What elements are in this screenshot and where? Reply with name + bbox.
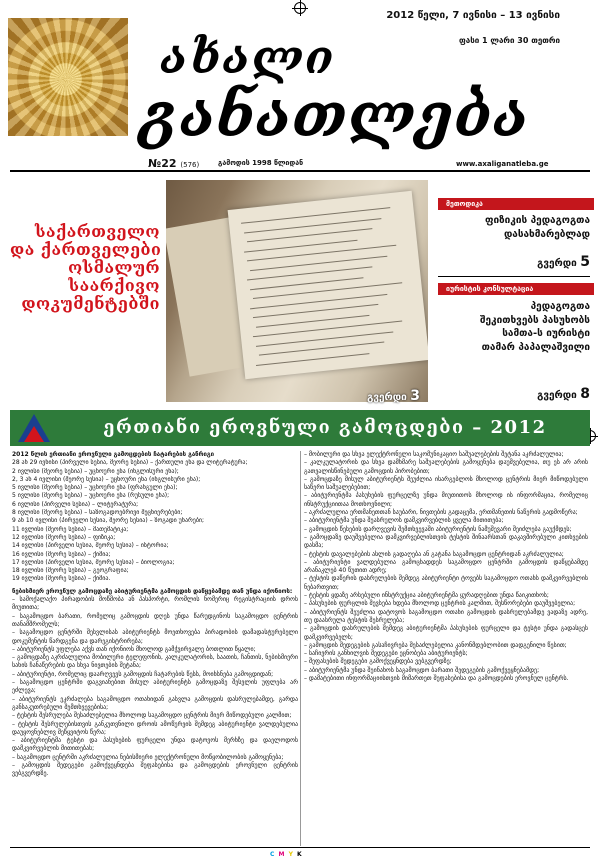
schedule-item: 6 ივლისი (პირველი სესია) – ლიტერატურა;: [12, 500, 139, 508]
schedule-item: 28 ან 29 ივნისი (პირველი სესია, მეორე სესია) – ქართული ენა და ლიტერატურა;: [12, 459, 248, 467]
rule-paragraph: – კალკულატორის და სხვა დამხმარე საშუალებების გამოყენება დაუშვებელია, თუ ეს არ არის გათვალისწინებული გამოცდის პირობებით;: [304, 459, 588, 475]
rule-paragraph: – აბიტურიენტს შეუძლია დატოვოს საგამოცდო ოთახი გამოცდის დასრულებამდე ვადაზე ადრე, თუ დაასრულა ტესტის შესრულება;: [304, 608, 588, 624]
schedule-item: 16 ივლისი (მეორე სესია) – ქიმია;: [12, 550, 111, 558]
rule-paragraph: – სამოქალაქო პირადობის მოწმობა ან პასპორტი, რომლის ნომერიც რეგისტრაციის დროს მიუთითა;: [12, 596, 298, 612]
sidebar-story-title-line: თამარ პაპალაშვილი: [481, 341, 590, 353]
rule-paragraph: – მობილური და სხვა ელექტრონული საკომუნიკაციო საშუალებების შეტანა აკრძალულია;: [304, 451, 564, 458]
sidebar-story-physics[interactable]: [438, 214, 590, 241]
schedule-item: 9 ან 10 ივლისი (პირველი სესია, მეორე სესია) – ზოგადი უნარები;: [12, 517, 205, 525]
sidebar-rubric-legal: იურისტის კონსულტაცია: [438, 283, 594, 295]
photo-archive-page: [228, 191, 428, 379]
sidebar-page-ref-5[interactable]: [438, 254, 590, 270]
rule-paragraph: – გამოცდის შედეგების გასაჩივრება შესაძლებელია კანონმდებლობით დადგენილი წესით;: [304, 641, 567, 649]
newspaper-title-line1: ახალი: [160, 30, 336, 84]
page-number: 5: [580, 254, 590, 270]
exam-rules-list: [12, 596, 298, 779]
cmyk-mark: [270, 851, 303, 858]
sidebar-story-title-line: პედაგოგთა: [530, 301, 590, 312]
photo-text-line: [241, 207, 390, 224]
cmyk-letter: Y: [288, 851, 294, 858]
rule-paragraph: – ტესტის შესრულებისთვის განკუთვნილი დროის ამოწურვის შემდეგ აბიტურიენტი ვალდებულია დაუყოვნებლივ შეწყვიტოს წერა;: [12, 720, 298, 736]
rule-paragraph: – აბიტურიენტს ეკრძალება საგამოცდო ოთახიდან გასვლა გამოცდის დასრულებამდე, გარდა განსაკუთრებული შემთხვევებისა;: [12, 695, 298, 711]
rule-paragraph: – აბიტურიენტი ვალდებულია გამოცხადდეს საგამოცდო ცენტრში გამოცდის დაწყებამდე არანაკლებ 40 წუთით ადრე;: [304, 558, 588, 575]
schedule-item: 14 ივლისი (პირველი სესია, მეორე სესია) – ისტორია;: [12, 542, 169, 550]
exam-rules-heading: ნებისმიერ ეროვნულ გამოცდაზე აბიტურიენტმა გამოცდის დაწყებამდე თან უნდა იქონიოს:: [12, 587, 293, 595]
lead-story-page-ref[interactable]: [300, 388, 420, 404]
issue-price: ფასი 1 ლარი 30 თეთრი: [458, 36, 560, 45]
rule-paragraph: – საგამოცდო ცენტრში დაგვიანებით მისულ აბიტურიენტს გამოცდაზე შესვლის უფლება არ ეძლევა;: [12, 679, 298, 695]
sidebar-divider: [438, 276, 590, 277]
page-label: გვერდი: [367, 392, 407, 403]
cmyk-letter: K: [297, 851, 303, 858]
schedule-item: 19 ივლისი (მეორე სესია) – ქიმია.: [12, 575, 111, 583]
footer-divider: [10, 847, 590, 848]
page-number: 8: [580, 386, 590, 402]
schedule-item: 5 ივლისი (მეორე სესია) – უცხოური ენა (რუსული ენა);: [12, 492, 170, 500]
masthead-logo-image: [8, 18, 128, 136]
rule-paragraph: – აბიტურიენტმა პასუხების ფურცელზე უნდა მიუთითოს მხოლოდ ის ინფორმაცია, რომელიც ინსტრუქციითაა მოთხოვნილი;: [304, 492, 588, 508]
rule-paragraph: – გამოცდაზე დაუშვებელია დამკვირვებლისთვის ტესტის შინაარსთან დაკავშირებული კითხვების დასმა;: [304, 533, 588, 550]
photo-text-line: [247, 245, 396, 262]
schedule-item: 11 ივლისი (მეორე სესია) – მათემატიკა;: [12, 525, 129, 533]
issue-dateline: 2012 წელი, 7 ივნისი – 13 ივნისი: [386, 10, 560, 21]
founded-note: გამოდის 1998 წლიდან: [218, 159, 304, 167]
rule-paragraph: – გამოცდის წესების დარღვევის შემთხვევაში აბიტურიენტის ნამუშევარი შეიძლება გაუქმდეს;: [304, 525, 572, 533]
rule-paragraph: – საგამოცდო ბარათი, რომელიც გამოცდის დღეს უნდა წარუდგინოს საგამოცდო ცენტრის თანამშრომელს;: [12, 612, 298, 628]
rule-paragraph: – აბიტურიენტმა უნდა შეასრულოს დამკვირვებლის ყველა მითითება;: [304, 517, 504, 525]
issue-number-value: №22: [148, 157, 177, 170]
masthead-divider: [10, 170, 590, 172]
photo-text-line: [256, 353, 369, 366]
lead-headline-line: საქართველო: [34, 222, 160, 241]
schedule-item: 8 ივლისი (მეორე სესია) – საზოგადოებრივი მეცნიერებები;: [12, 509, 183, 517]
page-label: გვერდი: [537, 390, 577, 401]
photo-text-line: [253, 282, 402, 299]
rule-paragraph: – ტესტის ყდაზე არსებული ინსტრუქცია აბიტურიენტმა ყურადღებით უნდა წაიკითხოს;: [304, 592, 549, 600]
schedule-item: 2 ივლისი (მეორე სესია) – უცხოური ენა (ინგლისური ენა);: [12, 467, 179, 475]
lead-headline-line: და ქართველები: [10, 239, 162, 259]
rule-paragraph: – ტესტის შესრულება შესაძლებელია მხოლოდ საგამოცდო ცენტრის მიერ მიწოდებული კალმით;: [12, 712, 292, 720]
sidebar-story-title-line: სამთა-ს იურისტი: [502, 328, 590, 339]
rule-paragraph: – გამოცდაზე აკრძალულია მობილური ტელეფონის, კალკულატორის, საათის, ჩანთის, ნებისმიერი სახის ჩანაწერების და სხვა ნივთების შეტანა;: [12, 654, 298, 670]
rule-paragraph: – აბიტურიენტს უფლება აქვს თან იქონიოს მხოლოდ გამჭვირვალე ბოთლით წყალი;: [12, 645, 256, 653]
rule-paragraph: – გამოცდის შედეგები გამოქვეყნდება შეფასებისა და გამოცდების ეროვნული ცენტრის ვებგვერდზე.: [12, 761, 298, 778]
rule-paragraph: – პასუხების ფურცლის შევსება ხდება მხოლოდ ცენტრის კალმით, შესწორებები დაუშვებელია;: [304, 600, 576, 608]
schedule-item: 2, 3 ან 4 ივლისი (მეორე სესია) – უცხოური ენა (ინგლისური ენა);: [12, 475, 201, 483]
sidebar-story-title-line: შეკითხვებს პასუხობს: [479, 314, 590, 326]
rule-paragraph: – საჩივრის განხილვის შედეგები ეცნობება აბიტურიენტს;: [304, 650, 468, 658]
sidebar-story-lawyer[interactable]: [438, 300, 590, 354]
column-divider: [300, 451, 301, 846]
rule-paragraph: – აბიტურიენტმა უნდა შეინახოს საგამოცდო ბარათი შედეგების გამოქვეყნებამდე;: [304, 666, 540, 674]
page-number: 3: [410, 388, 420, 404]
sidebar-story-title-line: დასახმარებლად: [503, 228, 590, 240]
cmyk-letter: C: [270, 851, 276, 858]
schedule-item: 17 ივლისი (პირველი სესია, მეორე სესია) – ბიოლოგია;: [12, 558, 175, 566]
exam-schedule-heading: 2012 წლის ერთიანი ეროვნული გამოცდების ჩატარების განრიგი: [12, 451, 215, 458]
lead-headline-line: ოსმალურ: [68, 257, 160, 277]
lead-story-photo: [166, 180, 428, 402]
schedule-item: 18 ივლისი (მეორე სესია) – გეოგრაფია;: [12, 567, 129, 575]
rule-paragraph: – აბიტურიენტმა ტესტი და პასუხების ფურცელი უნდა დატოვოს მერხზე და დაელოდოს დამკვირვებლის მითითებას;: [12, 737, 298, 753]
rule-paragraph: – დამატებითი ინფორმაციისთვის მიმართეთ შეფასებისა და გამოცდების ეროვნულ ცენტრს.: [304, 675, 569, 683]
website-link[interactable]: www.axaliganatleba.ge: [456, 160, 549, 168]
article-right-column: [304, 451, 588, 683]
rule-paragraph: – შეფასების შედეგები გამოქვეყნდება ვებგვერდზე;: [304, 658, 452, 666]
lead-story-headline[interactable]: [10, 223, 160, 313]
cmyk-letter: M: [278, 851, 286, 858]
schedule-item: 12 ივლისი (მეორე სესია) – ფიზიკა;: [12, 533, 116, 541]
lead-headline-line: დოკუმენტებში: [21, 293, 160, 313]
exam-schedule-list: [12, 459, 298, 583]
rule-paragraph: – აკრძალულია ერთმანეთთან საუბარი, ნივთების გადაცემა, ერთმანეთის ნაწერის გადმოწერა;: [304, 509, 578, 517]
exam-section-title: ერთიანი ეროვნული გამოცდები – 2012: [103, 417, 547, 438]
sidebar-page-ref-8[interactable]: [438, 386, 590, 402]
issue-number: [148, 157, 199, 170]
rule-paragraph: – გამოცდის დასრულების შემდეგ აბიტურიენტმა პასუხების ფურცელი და ტესტი უნდა გადასცეს დამკვირვებელს;: [304, 625, 588, 641]
photo-text-line: [253, 320, 402, 337]
exam-center-logo-inner-icon: [24, 426, 44, 442]
rule-paragraph: – საგამოცდო ცენტრში შესვლისას აბიტურიენტს მოეთხოვება პირადობის დამადასტურებელი დოკუმენტის წარდგენა და დარეგისტრირება;: [12, 629, 298, 645]
issue-total: (576): [180, 161, 200, 169]
sidebar-rubric-methodology: მეთოდიკა: [438, 198, 594, 210]
lead-headline-line: საარქივო: [68, 275, 160, 295]
newspaper-title-line2: განათლება: [140, 81, 530, 151]
rule-paragraph: – საგამოცდო ცენტრში აკრძალულია ნებისმიერი ელექტრონული მოწყობილობის გამოყენება;: [12, 753, 284, 761]
rule-paragraph: – აბიტურიენტი, რომელიც დაარღვევს გამოცდის ჩატარების წესს, მოიხსნება გამოცდიდან;: [12, 670, 274, 678]
registration-mark-icon: [294, 2, 306, 14]
rule-paragraph: – ტესტის დაწერის დასრულების შემდეგ აბიტურიენტი ტოვებს საგამოცდო ოთახს დამკვირვებლის ნებართვით;: [304, 575, 588, 591]
schedule-item: 5 ივლისი (მეორე სესია) – უცხოური ენა (ფრანგული ენა);: [12, 484, 178, 492]
sidebar-story-title-line: ფიზიკის პედაგოგთა: [484, 215, 590, 226]
page-label: გვერდი: [537, 258, 577, 269]
rule-paragraph: – ტესტის დავალებების ასლის გადაღება ან გატანა საგამოცდო ცენტრიდან აკრძალულია;: [304, 550, 564, 558]
article-left-column: [12, 451, 298, 779]
rule-paragraph: – გამოცდაზე მისულ აბიტურიენტს შეუძლია ისარგებლოს მხოლოდ ცენტრის მიერ მიწოდებული საწერი საშუალებებით;: [304, 475, 588, 492]
